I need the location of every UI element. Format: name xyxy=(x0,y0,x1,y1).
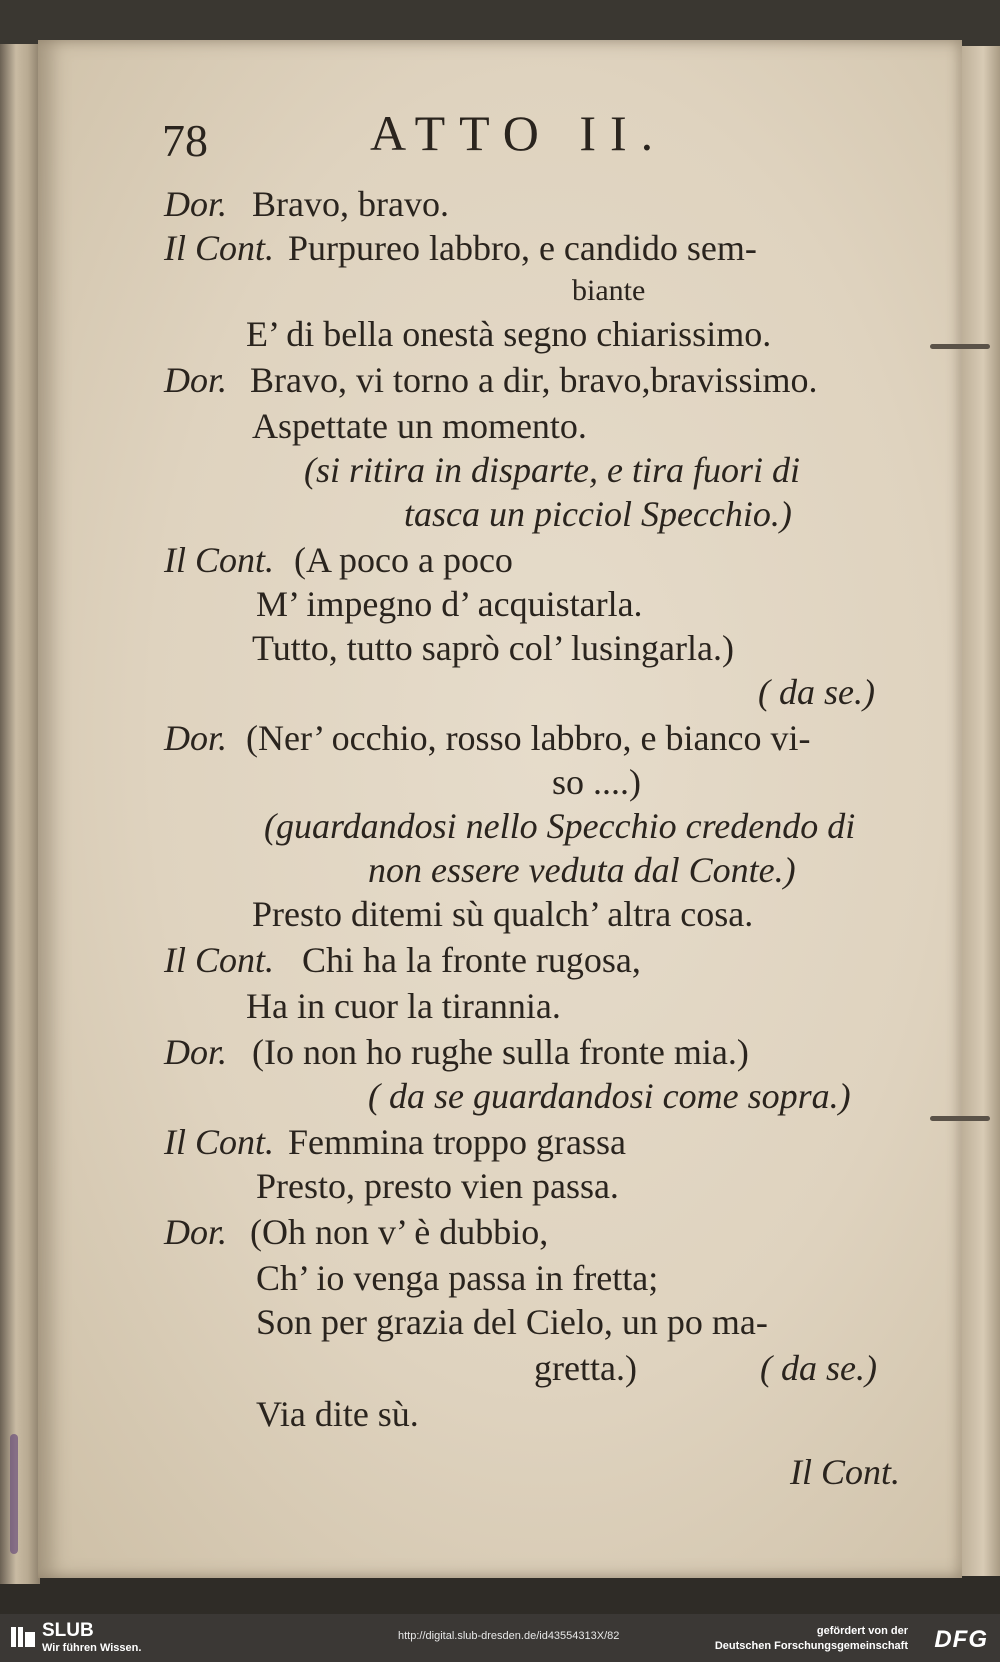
line-text: Presto ditemi sù qualch’ altra cosa. xyxy=(252,894,754,934)
page-heading: ATTO II. xyxy=(370,105,668,161)
book-right-leaf xyxy=(958,46,1000,1576)
line-text: Son per grazia del Cielo, un po ma- xyxy=(256,1302,768,1342)
line-text: (Io non ho rughe sulla fronte mia.) xyxy=(252,1032,749,1072)
pin-mark xyxy=(930,1116,990,1121)
line-text: Bravo, vi torno a dir, bravo,bravissimo. xyxy=(250,360,818,400)
stage-direction: (guardandosi nello Specchio credendo di xyxy=(264,806,856,846)
pin-mark xyxy=(930,344,990,349)
stage-direction: ( da se guardandosi come sopra.) xyxy=(368,1076,851,1116)
line-text: Chi ha la fronte rugosa, xyxy=(302,940,641,980)
stage-direction: ( da se.) xyxy=(760,1348,877,1388)
permalink[interactable]: http://digital.slub-dresden.de/id43554313X/82 xyxy=(398,1630,620,1642)
catchword: Il Cont. xyxy=(790,1452,901,1492)
stage-direction: ( da se.) xyxy=(758,672,875,712)
line-text: Ch’ io venga passa in fretta; xyxy=(256,1258,659,1298)
speaker-label: Dor. xyxy=(164,718,228,758)
stage-direction: tasca un picciol Specchio.) xyxy=(404,494,792,534)
line-text: biante xyxy=(572,274,646,307)
slub-claim: Wir führen Wissen. xyxy=(42,1642,142,1654)
line-text: so ....) xyxy=(552,762,641,802)
book-left-edge xyxy=(0,44,40,1584)
line-text: (A poco a poco xyxy=(294,540,513,580)
speaker-label: Dor. xyxy=(164,1212,228,1252)
stage-direction: non essere veduta dal Conte.) xyxy=(368,850,796,890)
speaker-label: Il Cont. xyxy=(164,1122,275,1162)
line-text: Aspettate un momento. xyxy=(252,406,587,446)
line-text: Presto, presto vien passa. xyxy=(256,1166,619,1206)
funder-note xyxy=(715,1624,908,1654)
slub-name: SLUB xyxy=(42,1620,94,1641)
slub-logo-icon xyxy=(10,1624,36,1650)
dfg-logo: DFG xyxy=(934,1626,988,1653)
speaker-label: Dor. xyxy=(164,184,228,224)
page-number: 78 xyxy=(162,115,208,166)
line-text: (Oh non v’ è dubbio, xyxy=(250,1212,549,1252)
line-text: M’ impegno d’ acquistarla. xyxy=(256,584,643,624)
funder-line: Deutschen Forschungsgemeinschaft xyxy=(714,1640,908,1652)
line-text: gretta.) xyxy=(534,1348,637,1388)
line-text: Via dite sù. xyxy=(256,1394,419,1434)
speaker-label: Il Cont. xyxy=(164,228,275,268)
stage-direction: (si ritira in disparte, e tira fuori di xyxy=(304,450,801,490)
speaker-label: Il Cont. xyxy=(164,540,275,580)
line-text: E’ di bella onestà segno chiarissimo. xyxy=(246,314,772,354)
line-text: Purpureo labbro, e candido sem- xyxy=(288,228,757,268)
speaker-label: Dor. xyxy=(164,1032,228,1072)
speaker-label: Dor. xyxy=(164,360,228,400)
line-text: Femmina troppo grassa xyxy=(288,1122,626,1162)
line-text: Ha in cuor la tirannia. xyxy=(246,986,561,1026)
book-page xyxy=(38,40,962,1578)
speaker-label: Il Cont. xyxy=(164,940,275,980)
viewer-footer xyxy=(0,1614,1000,1662)
line-text: Bravo, bravo. xyxy=(252,184,449,224)
line-text: (Ner’ occhio, rosso labbro, e bianco vi- xyxy=(246,718,811,758)
funder-line: gefördert von der xyxy=(816,1625,908,1637)
line-text: Tutto, tutto saprò col’ lusingarla.) xyxy=(252,628,734,668)
